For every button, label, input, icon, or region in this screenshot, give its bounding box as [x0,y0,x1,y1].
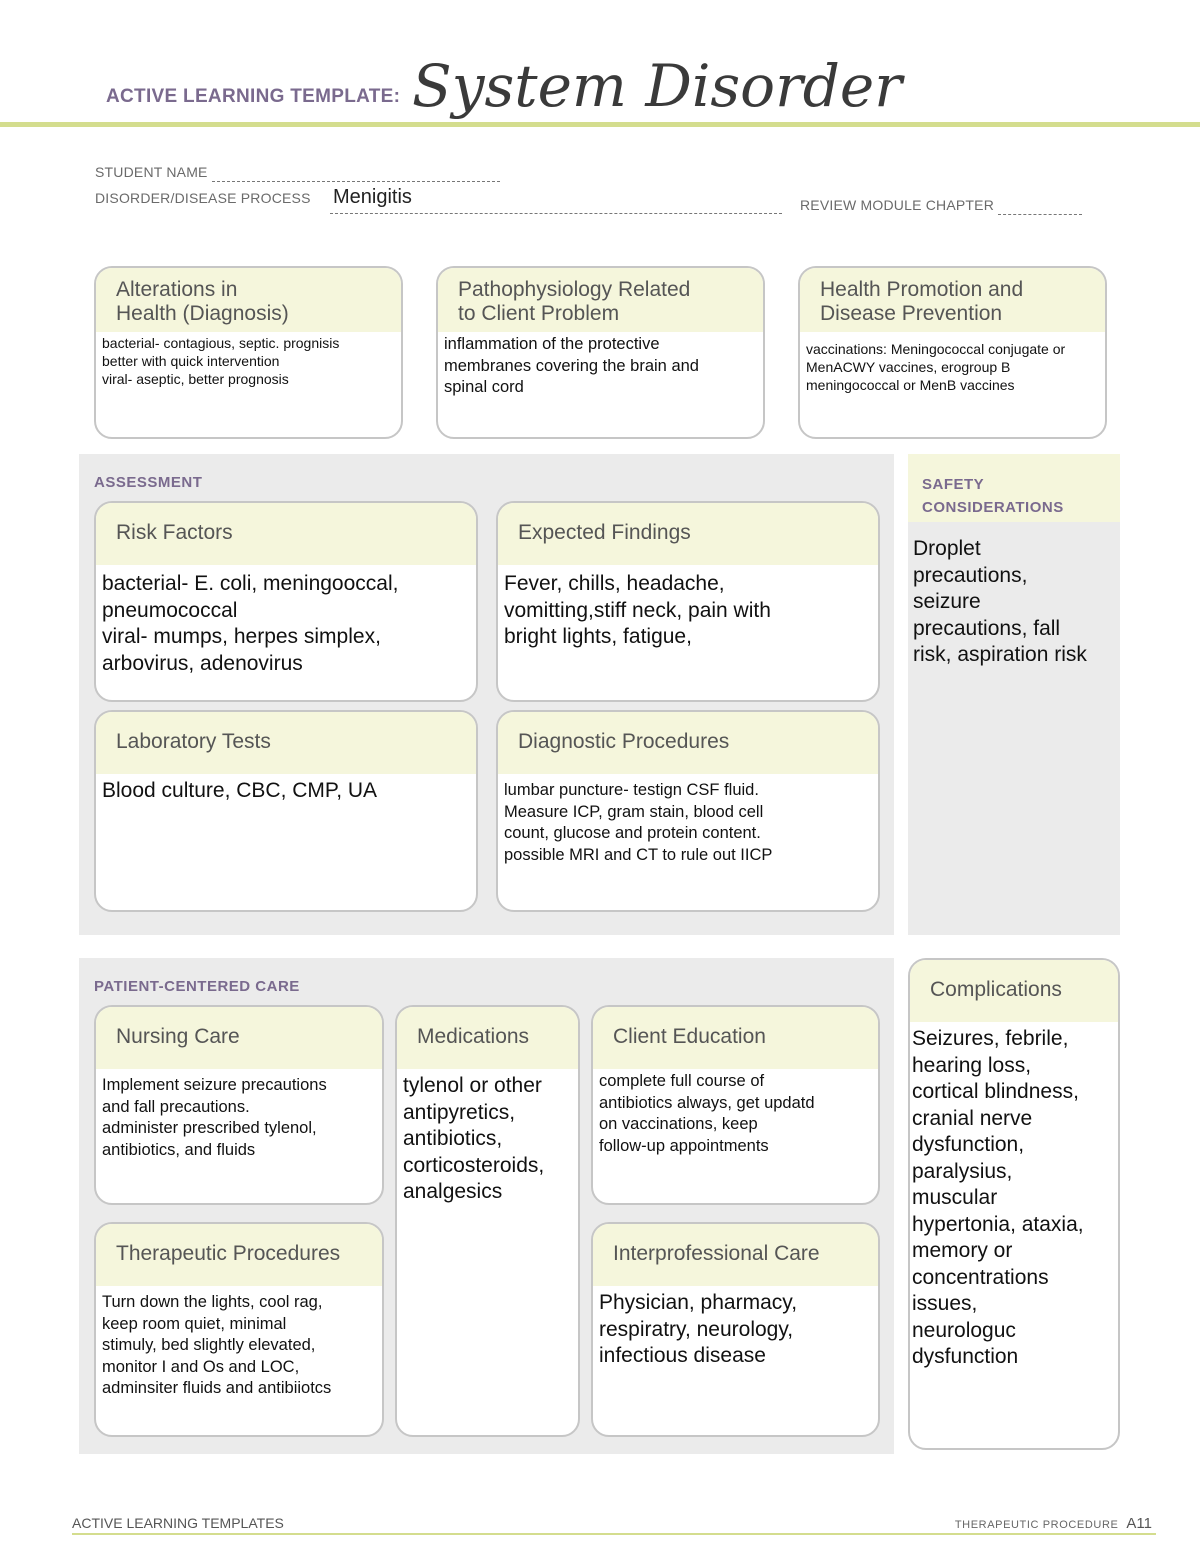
therapeutic-procedures-body: Turn down the lights, cool rag, keep room quiet, minimal stimuly, bed slightly elevated, monitor I and Os and LOC, adminsiter fluids and antibiiotcs [102,1293,332,1397]
nursing-care-title: Nursing Care [96,1007,382,1069]
therapeutic-procedures-title: Therapeutic Procedures [96,1224,382,1286]
client-education-box [591,1005,880,1205]
page-title: System Disorder [412,52,902,120]
footer-left: ACTIVE LEARNING TEMPLATES [72,1515,284,1531]
patient-care-title: PATIENT-CENTERED CARE [94,978,300,995]
alterations-title: Alterations in Health (Diagnosis) [96,268,401,332]
review-row [800,197,1082,215]
alterations-box [94,266,403,439]
risk-factors-body: bacterial- E. coli, meningooccal, pneumococcal viral- mumps, herpes simplex, arbovirus, adenovirus [102,572,399,675]
complications-title: Complications [910,960,1118,1022]
assessment-title: ASSESSMENT [94,474,203,491]
pathophysiology-box [436,266,765,439]
risk-factors-title: Risk Factors [96,503,476,565]
pathophysiology-body: inflammation of the protective membranes covering the brain and spinal cord [444,335,699,396]
disorder-row [95,190,311,208]
disorder-label: DISORDER/DISEASE PROCESS [95,190,311,206]
nursing-care-box [94,1005,384,1205]
health-promotion-body: vaccinations: Meningococcal conjugate or MenACWY vaccines, erogroup B meningococcal or MenB vaccines [806,341,1066,393]
student-name-field[interactable] [212,167,500,182]
student-name-label: STUDENT NAME [95,164,208,180]
footer-divider [72,1533,1156,1535]
expected-findings-title: Expected Findings [498,503,878,565]
footer-right [955,1515,1152,1532]
expected-findings-body: Fever, chills, headache, vomitting,stiff neck, pain with bright lights, fatigue, [504,572,771,648]
risk-factors-box [94,501,478,702]
alterations-body: bacterial- contagious, septic. prognisis better with quick intervention viral- aseptic, better prognosis [102,335,340,387]
medications-box [395,1005,580,1437]
review-label: REVIEW MODULE CHAPTER [800,197,994,213]
diagnostic-procedures-box [496,710,880,912]
complications-body: Seizures, febrile, hearing loss, cortical blindness, cranial nerve dysfunction, paralysius, muscular hypertonia, ataxia, memory or concentrations issues, neurologuc dysfunction [912,1027,1084,1368]
health-promotion-title: Health Promotion and Disease Prevention [800,268,1105,332]
expected-findings-box [496,501,880,702]
diagnostic-procedures-title: Diagnostic Procedures [498,712,878,774]
page-number: A11 [1126,1515,1152,1532]
interprofessional-care-title: Interprofessional Care [593,1224,878,1286]
medications-title: Medications [397,1007,578,1069]
diagnostic-procedures-body: lumbar puncture- testign CSF fluid. Measure ICP, gram stain, blood cell count, glucose and protein content. possible MRI and CT to rule out IICP [504,781,773,864]
interprofessional-care-box [591,1222,880,1437]
health-promotion-box [798,266,1107,439]
laboratory-tests-box [94,710,478,912]
safety-title: SAFETY CONSIDERATIONS [922,476,1064,516]
header-divider [0,122,1200,127]
review-field[interactable] [998,200,1082,215]
complications-box [908,958,1120,1450]
interprofessional-care-body: Physician, pharmacy, respiratry, neurology, infectious disease [599,1291,798,1367]
therapeutic-procedures-box [94,1222,384,1437]
laboratory-tests-body: Blood culture, CBC, CMP, UA [102,779,378,802]
client-education-body: complete full course of antibiotics always, get updatd on vaccinations, keep follow-up appointments [599,1072,815,1155]
medications-body: tylenol or other antipyretics, antibiotics, corticosteroids, analgesics [403,1074,545,1203]
student-name-row [95,164,500,182]
laboratory-tests-title: Laboratory Tests [96,712,476,774]
template-label: ACTIVE LEARNING TEMPLATE: [106,86,401,107]
nursing-care-body: Implement seizure precautions and fall precautions. administer prescribed tylenol, antibiotics, and fluids [102,1076,327,1159]
safety-section [908,454,1120,935]
safety-body: Droplet precautions, seizure precautions, fall risk, aspiration risk [913,537,1087,666]
client-education-title: Client Education [593,1007,878,1069]
pathophysiology-title: Pathophysiology Related to Client Problem [438,268,763,332]
disorder-value: Menigitis [333,186,412,208]
footer-section: THERAPEUTIC PROCEDURE [954,1519,1119,1531]
